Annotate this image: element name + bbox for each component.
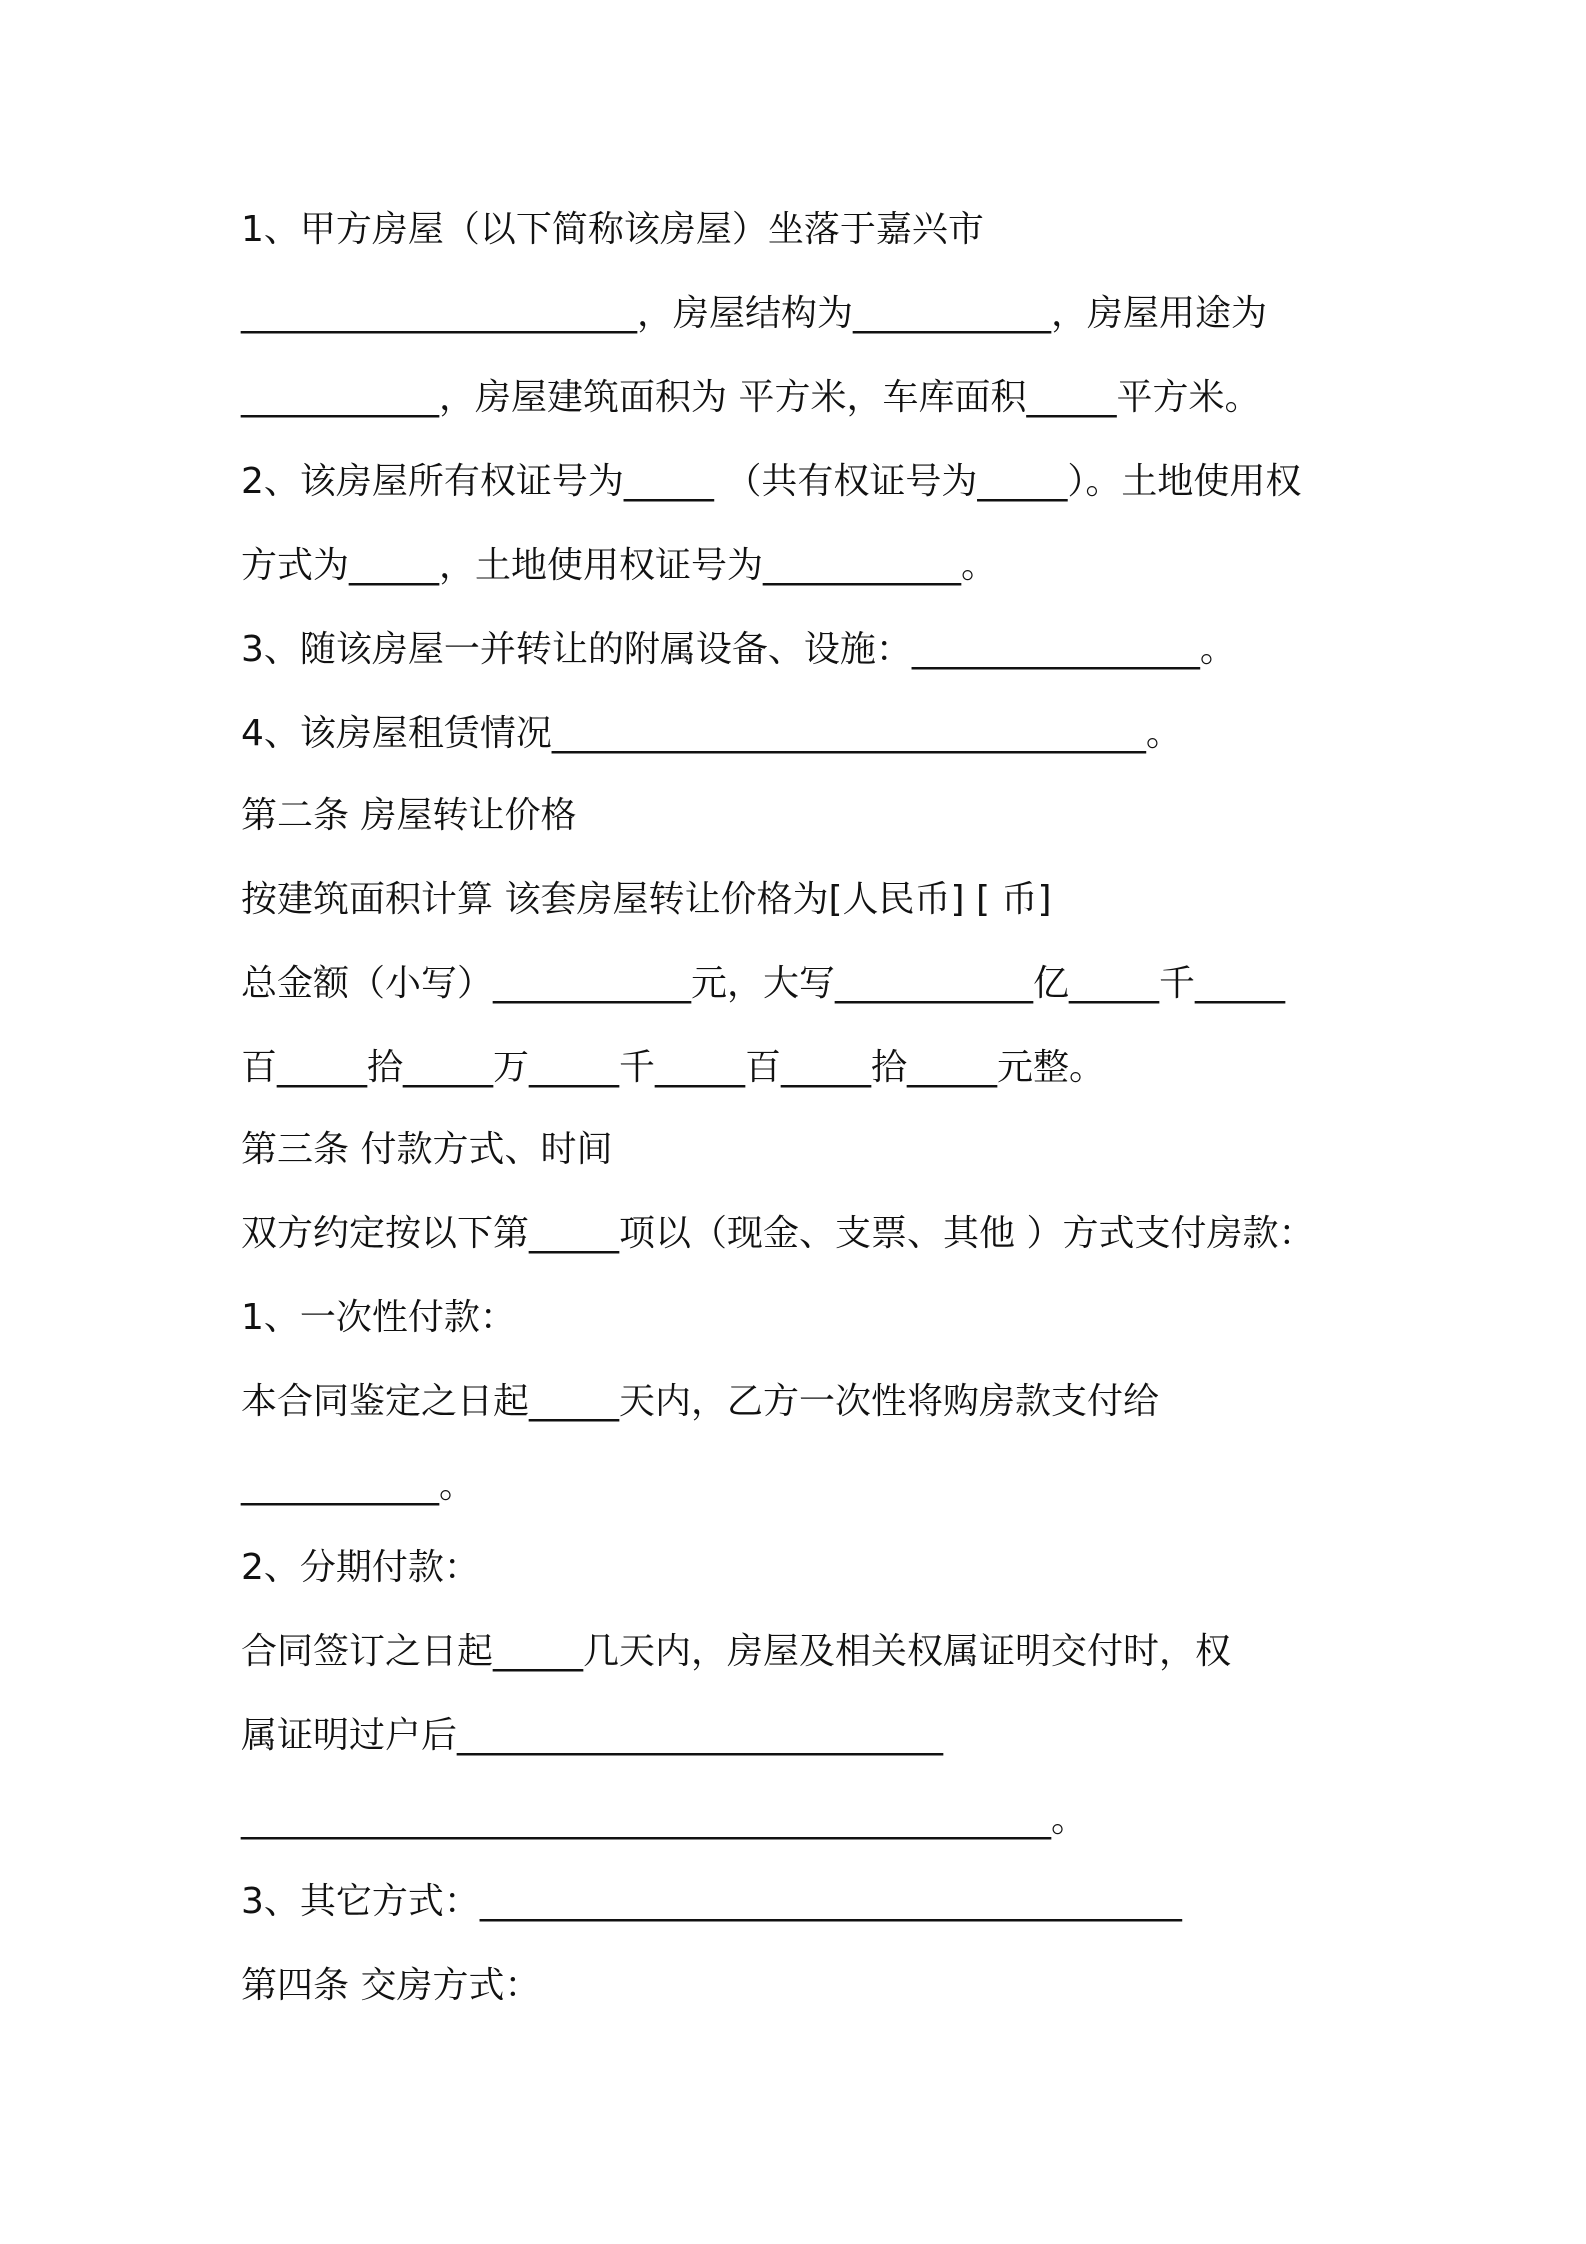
clause-2-certificate-line: 2、该房屋所有权证号为_____ （共有权证号为_____）。土地使用权 xyxy=(241,461,1302,502)
clause-4-lease-line: 4、该房屋租赁情况_________________________________。 xyxy=(241,713,1182,754)
clause-1-structure-line: ______________________，房屋结构为___________，房屋用途为 xyxy=(241,293,1268,334)
article-3-heading: 第三条 付款方式、时间 xyxy=(241,1129,613,1170)
lump-sum-line: 本合同鉴定之日起_____天内，乙方一次性将购房款支付给 xyxy=(241,1381,1160,1422)
installment-line-2: 属证明过户后___________________________ xyxy=(241,1715,944,1756)
clause-3-equipment-line: 3、随该房屋一并转让的附属设备、设施：________________。 xyxy=(241,629,1236,670)
lump-sum-heading: 1、一次性付款： xyxy=(241,1297,516,1338)
clause-2-land-line: 方式为_____，土地使用权证号为___________。 xyxy=(241,545,998,586)
installment-line-1: 合同签订之日起_____几天内，房屋及相关权属证明交付时，权 xyxy=(241,1631,1232,1672)
clause-1-area-line: ___________，房屋建筑面积为 平方米，车库面积_____平方米。 xyxy=(241,377,1261,418)
lump-sum-payee-line: ___________。 xyxy=(241,1465,476,1506)
article-4-heading: 第四条 交房方式： xyxy=(241,1965,541,2006)
total-amount-line: 总金额（小写）___________元，大写___________亿_____千_____ xyxy=(241,963,1286,1004)
clause-1-location-line: 1、甲方房屋（以下简称该房屋）坐落于嘉兴市 xyxy=(241,209,984,250)
price-basis-line: 按建筑面积计算 该套房屋转让价格为[人民币] [ 币] xyxy=(241,879,1052,920)
installment-heading: 2、分期付款： xyxy=(241,1547,480,1588)
payment-agreement-line: 双方约定按以下第_____项以（现金、支票、其他 ）方式支付房款： xyxy=(241,1213,1315,1254)
amount-in-words-line: 百_____拾_____万_____千_____百_____拾_____元整。 xyxy=(241,1047,1106,1088)
installment-line-3: _____________________________________________。 xyxy=(241,1799,1087,1840)
other-method-line: 3、其它方式：_______________________________________ xyxy=(241,1881,1182,1922)
article-2-heading: 第二条 房屋转让价格 xyxy=(241,795,577,836)
